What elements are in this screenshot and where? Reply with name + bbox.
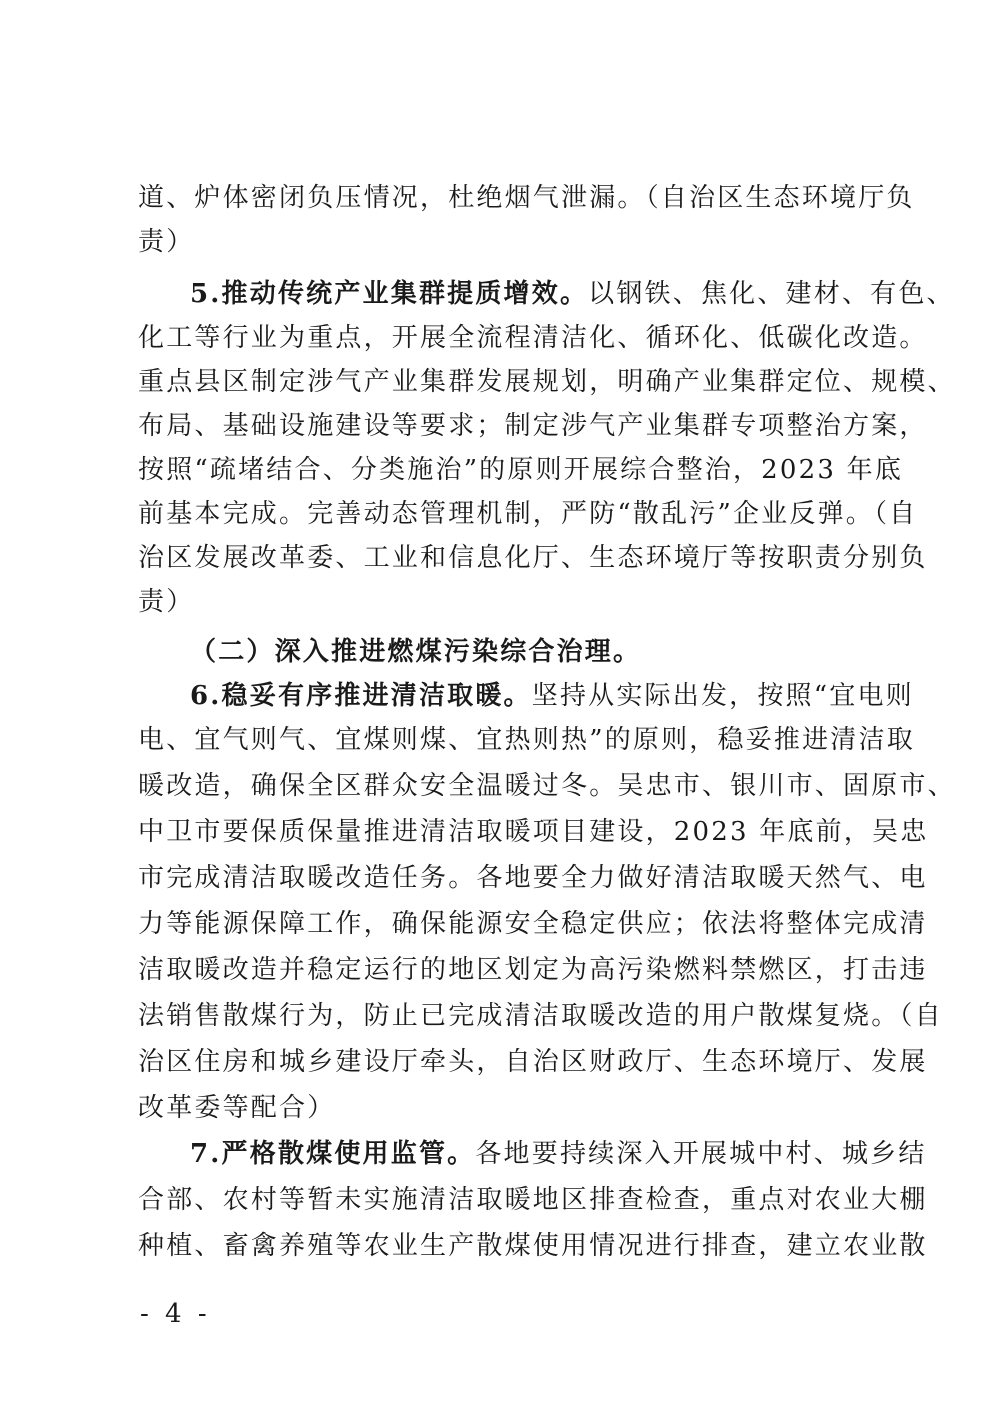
body-text-line: 按照“疏堵结合、分类施治”的原则开展综合整治，2023 年底 [138,455,904,485]
body-text-line: 种植、畜禽养殖等农业生产散煤使用情况进行排查，建立农业散 [138,1231,928,1261]
body-text-line: 法销售散煤行为，防止已完成清洁取暖改造的用户散煤复烧。（自 [138,1001,943,1031]
body-text-line: 前基本完成。完善动态管理机制，严防“散乱污”企业反弹。（自 [138,499,918,529]
body-text-line: 力等能源保障工作，确保能源安全稳定供应；依法将整体完成清 [138,909,928,939]
body-text-line: 责） [138,587,195,617]
paragraph-7-text: 各地要持续深入开展城中村、城乡结 [475,1139,927,1169]
paragraph-6-heading: 6.稳妥有序推进清洁取暖。 [190,681,532,711]
paragraph-5-heading: 5.推动传统产业集群提质增效。 [190,279,589,309]
body-text-line: 道、炉体密闭负压情况，杜绝烟气泄漏。（自治区生态环境厅负 [138,183,915,213]
body-text-line: 合部、农村等暂未实施清洁取暖地区排查检查，重点对农业大棚 [138,1185,928,1215]
page-number: - 4 - [140,1299,211,1329]
paragraph-5-text: 以钢铁、焦化、建材、有色、 [588,279,955,309]
body-text-line: 市完成清洁取暖改造任务。各地要全力做好清洁取暖天然气、电 [138,863,928,893]
body-text-line: 治区发展改革委、工业和信息化厅、生态环境厅等按职责分别负 [138,543,928,573]
paragraph-6-text: 坚持从实际出发，按照“宜电则 [531,681,914,711]
body-text-line: 重点县区制定涉气产业集群发展规划，明确产业集群定位、规模、 [138,367,956,397]
paragraph-5-first-line [190,274,955,314]
body-text-line: 化工等行业为重点，开展全流程清洁化、循环化、低碳化改造。 [138,323,928,353]
paragraph-6-first-line [190,676,914,716]
body-text-line: 洁取暖改造并稳定运行的地区划定为高污染燃料禁燃区，打击违 [138,955,928,985]
paragraph-7-first-line [190,1134,927,1174]
paragraph-7-heading: 7.严格散煤使用监管。 [190,1139,476,1169]
body-text-line: 改革委等配合） [138,1093,336,1123]
body-text-line: 中卫市要保质保量推进清洁取暖项目建设，2023 年底前，吴忠 [138,817,929,847]
body-text-line: 暖改造，确保全区群众安全温暖过冬。吴忠市、银川市、固原市、 [138,771,956,801]
body-text-line: 电、宜气则气、宜煤则煤、宜热则热”的原则，稳妥推进清洁取 [138,725,915,755]
body-text-line: 布局、基础设施建设等要求；制定涉气产业集群专项整治方案， [138,411,928,441]
section-heading: （二）深入推进燃煤污染综合治理。 [190,637,642,667]
body-text-line: 责） [138,227,195,257]
body-text-line: 治区住房和城乡建设厅牵头，自治区财政厅、生态环境厅、发展 [138,1047,928,1077]
